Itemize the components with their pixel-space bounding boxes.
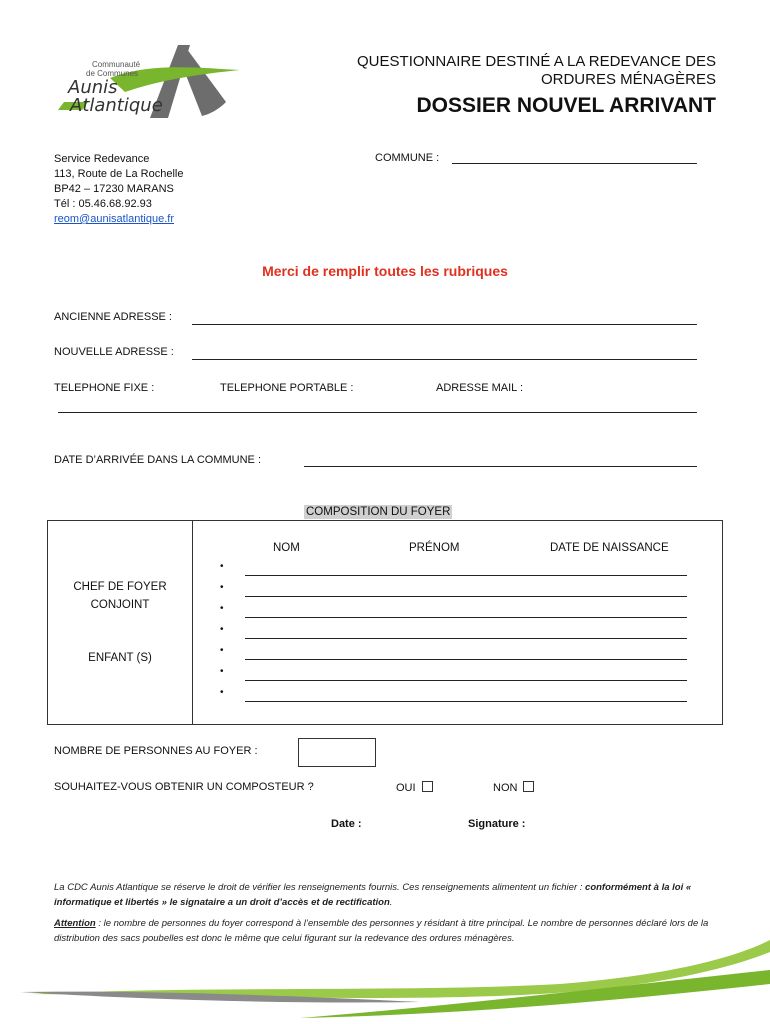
persons-count-label: NOMBRE DE PERSONNES AU FOYER : <box>54 745 258 757</box>
note1-text: La CDC Aunis Atlantique se réserve le droit de vérifier les renseignements fournis. Ces renseignements alimentent un fichier : <box>54 882 586 893</box>
phone: Tél : 05.46.68.92.93 <box>54 198 152 210</box>
logo-line2: de Communes <box>86 69 139 78</box>
household-line[interactable] <box>245 575 687 576</box>
persons-count-input[interactable] <box>298 738 376 767</box>
table-divider <box>192 521 193 724</box>
household-table <box>47 520 723 725</box>
no-label: NON <box>493 782 518 794</box>
old-address-field[interactable] <box>192 324 697 325</box>
commune-field[interactable] <box>452 163 697 164</box>
form-title <box>276 53 716 89</box>
signature-label: Signature : <box>468 818 526 830</box>
email-label: ADRESSE MAIL : <box>436 382 524 394</box>
col-firstname: PRÉNOM <box>409 542 460 554</box>
main-title: DOSSIER NOUVEL ARRIVANT <box>416 94 716 117</box>
city: BP42 – 17230 MARANS <box>54 183 174 195</box>
email-link[interactable]: reom@aunisatlantique.fr <box>54 213 175 225</box>
logo-word1: Aunis <box>68 77 118 98</box>
note1-bold: conformément à la loi « informatique et libertés » le signataire a un droit d’accès et de rectification <box>54 882 692 908</box>
yes-label: OUI <box>396 782 416 794</box>
arrival-date-field[interactable] <box>304 466 697 467</box>
list-item: • <box>220 624 224 635</box>
street: 113, Route de La Rochelle <box>54 168 184 180</box>
phone-mobile-label: TELEPHONE PORTABLE : <box>220 382 354 394</box>
service-name: Service Redevance <box>54 153 150 165</box>
service-address <box>54 152 183 227</box>
row-children: ENFANT (S) <box>88 652 152 664</box>
old-address-label: ANCIENNE ADRESSE : <box>54 311 172 323</box>
decorative-swoosh <box>0 930 770 1024</box>
title-line1: QUESTIONNAIRE DESTINÉ A LA REDEVANCE DES <box>357 53 716 70</box>
new-address-label: NOUVELLE ADRESSE : <box>54 346 174 358</box>
note1-end: . <box>389 897 393 908</box>
household-line[interactable] <box>245 596 687 597</box>
col-birthdate: DATE DE NAISSANCE <box>550 542 669 554</box>
row-spouse: CONJOINT <box>90 599 150 611</box>
arrival-date-label: DATE D’ARRIVÉE DANS LA COMMUNE : <box>54 454 261 466</box>
list-item: • <box>220 645 224 656</box>
new-address-field[interactable] <box>192 359 697 360</box>
logo-line1: Communauté <box>92 60 141 69</box>
list-item: • <box>220 603 224 614</box>
date-label: Date : <box>331 818 362 830</box>
yes-checkbox[interactable] <box>422 781 433 792</box>
legal-note <box>54 880 716 910</box>
list-item: • <box>220 666 224 677</box>
household-line[interactable] <box>245 680 687 681</box>
household-line[interactable] <box>245 638 687 639</box>
contact-field[interactable] <box>58 412 697 413</box>
attention-body: : le nombre de personnes du foyer correspond à l’ensemble des personnes y résidant à titre principal. Le nombre de personnes déclaré lors de la distribution des sacs poubelles est donc le même que celui figurant sur la redevance des ordures ménagères. <box>54 918 709 944</box>
col-name: NOM <box>273 542 300 554</box>
household-line[interactable] <box>245 659 687 660</box>
attention-head: Attention <box>54 918 96 929</box>
logo-word2: Atlantique <box>70 95 163 116</box>
no-option[interactable] <box>493 781 534 794</box>
list-item: • <box>220 687 224 698</box>
no-checkbox[interactable] <box>523 781 534 792</box>
household-line[interactable] <box>245 701 687 702</box>
commune-label: COMMUNE : <box>375 152 440 164</box>
household-line[interactable] <box>245 617 687 618</box>
composter-question: SOUHAITEZ-VOUS OBTENIR UN COMPOSTEUR ? <box>54 781 314 793</box>
phone-fixed-label: TELEPHONE FIXE : <box>54 382 155 394</box>
list-item: • <box>220 582 224 593</box>
yes-option[interactable] <box>396 781 433 794</box>
household-title: COMPOSITION DU FOYER <box>306 506 451 518</box>
logo <box>50 40 250 120</box>
row-head-of-household: CHEF DE FOYER <box>73 581 167 593</box>
title-line2: ORDURES MÉNAGÈRES <box>540 71 716 88</box>
instruction-text: Merci de remplir toutes les rubriques <box>262 263 508 279</box>
list-item: • <box>220 561 224 572</box>
